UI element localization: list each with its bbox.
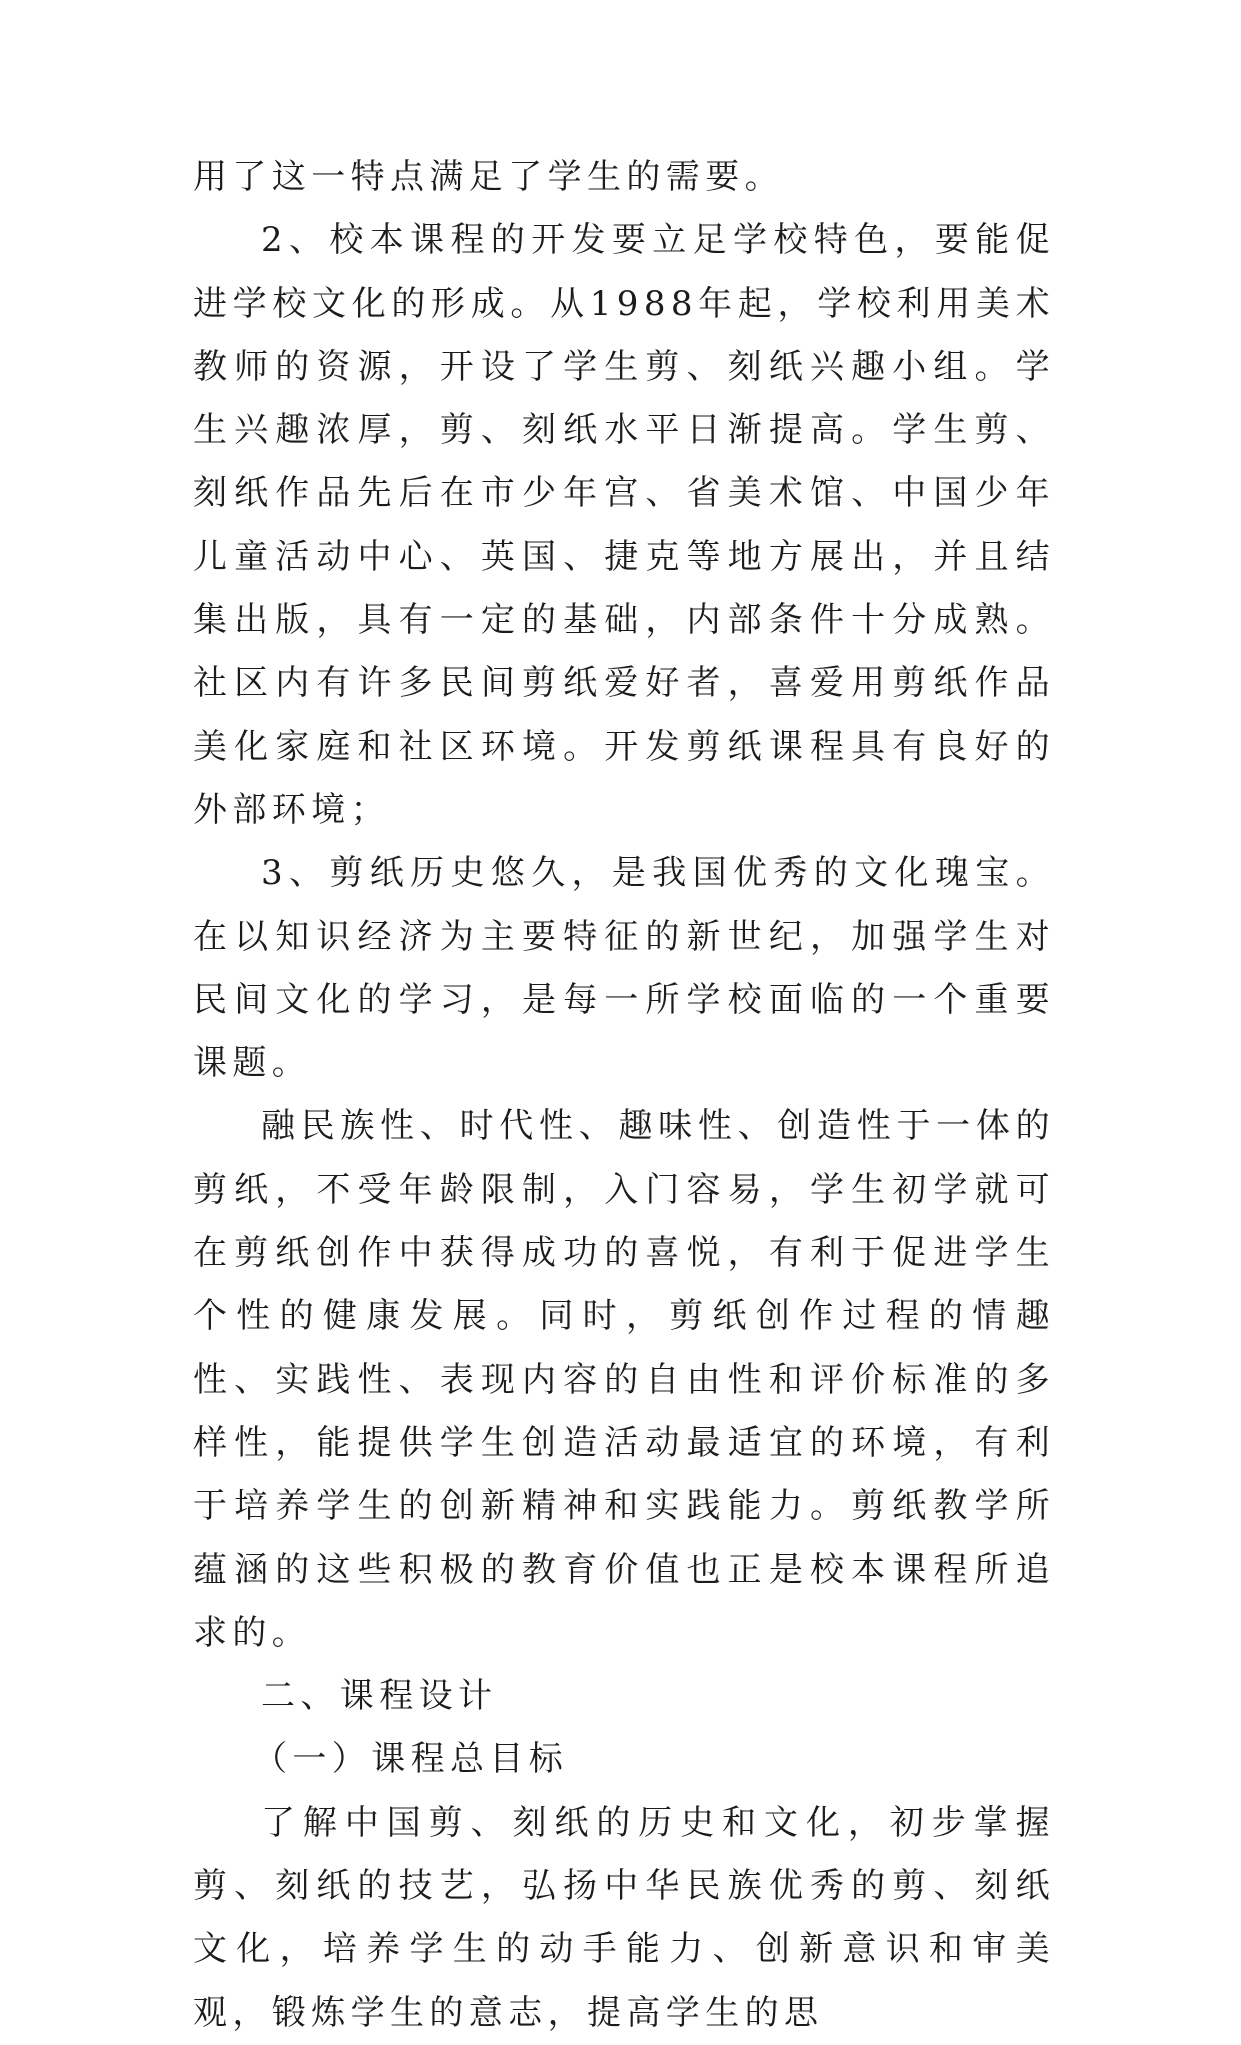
paragraph-point-3: 3、剪纸历史悠久，是我国优秀的文化瑰宝。在以知识经济为主要特征的新世纪，加强学生对民间文化的学习，是每一所学校面临的一个重要课题。 bbox=[193, 853, 1055, 1084]
paragraph-paper-cutting-value: 融民族性、时代性、趣味性、创造性于一体的剪纸，不受年龄限制，入门容易，学生初学就可在剪纸创作中获得成功的喜悦，有利于促进学生个性的健康发展。同时，剪纸创作过程的情趣性、实践性、表现内容的自由性和评价标准的多样性，能提供学生创造活动最适宜的环境，有利于培养学生的创新精神和实践能力。剪纸教学所蕴涵的这些积极的教育价值也正是校本课程所追求的。 bbox=[193, 1106, 1055, 1653]
document-page bbox=[193, 146, 1055, 2045]
subsection-heading-course-goal: （一）课程总目标 bbox=[253, 1739, 569, 1780]
section-heading-course-design: 二、课程设计 bbox=[261, 1676, 498, 1717]
paragraph-point-2: 2、校本课程的开发要立足学校特色，要能促进学校文化的形成。从1988年起，学校利用美术教师的资源，开设了学生剪、刻纸兴趣小组。学生兴趣浓厚，剪、刻纸水平日渐提高。学生剪、刻纸作品先后在市少年宫、省美术馆、中国少年儿童活动中心、英国、捷克等地方展出，并且结集出版，具有一定的基础，内部条件十分成熟。社区内有许多民间剪纸爱好者，喜爱用剪纸作品美化家庭和社区环境。开发剪纸课程具有良好的外部环境； bbox=[193, 220, 1055, 830]
paragraph-course-goal: 了解中国剪、刻纸的历史和文化，初步掌握剪、刻纸的技艺，弘扬中华民族优秀的剪、刻纸文化，培养学生的动手能力、创新意识和审美观，锻炼学生的意志，提高学生的思 bbox=[193, 1802, 1055, 2033]
paragraph-continuation: 用了这一特点满足了学生的需要。 bbox=[193, 157, 784, 197]
